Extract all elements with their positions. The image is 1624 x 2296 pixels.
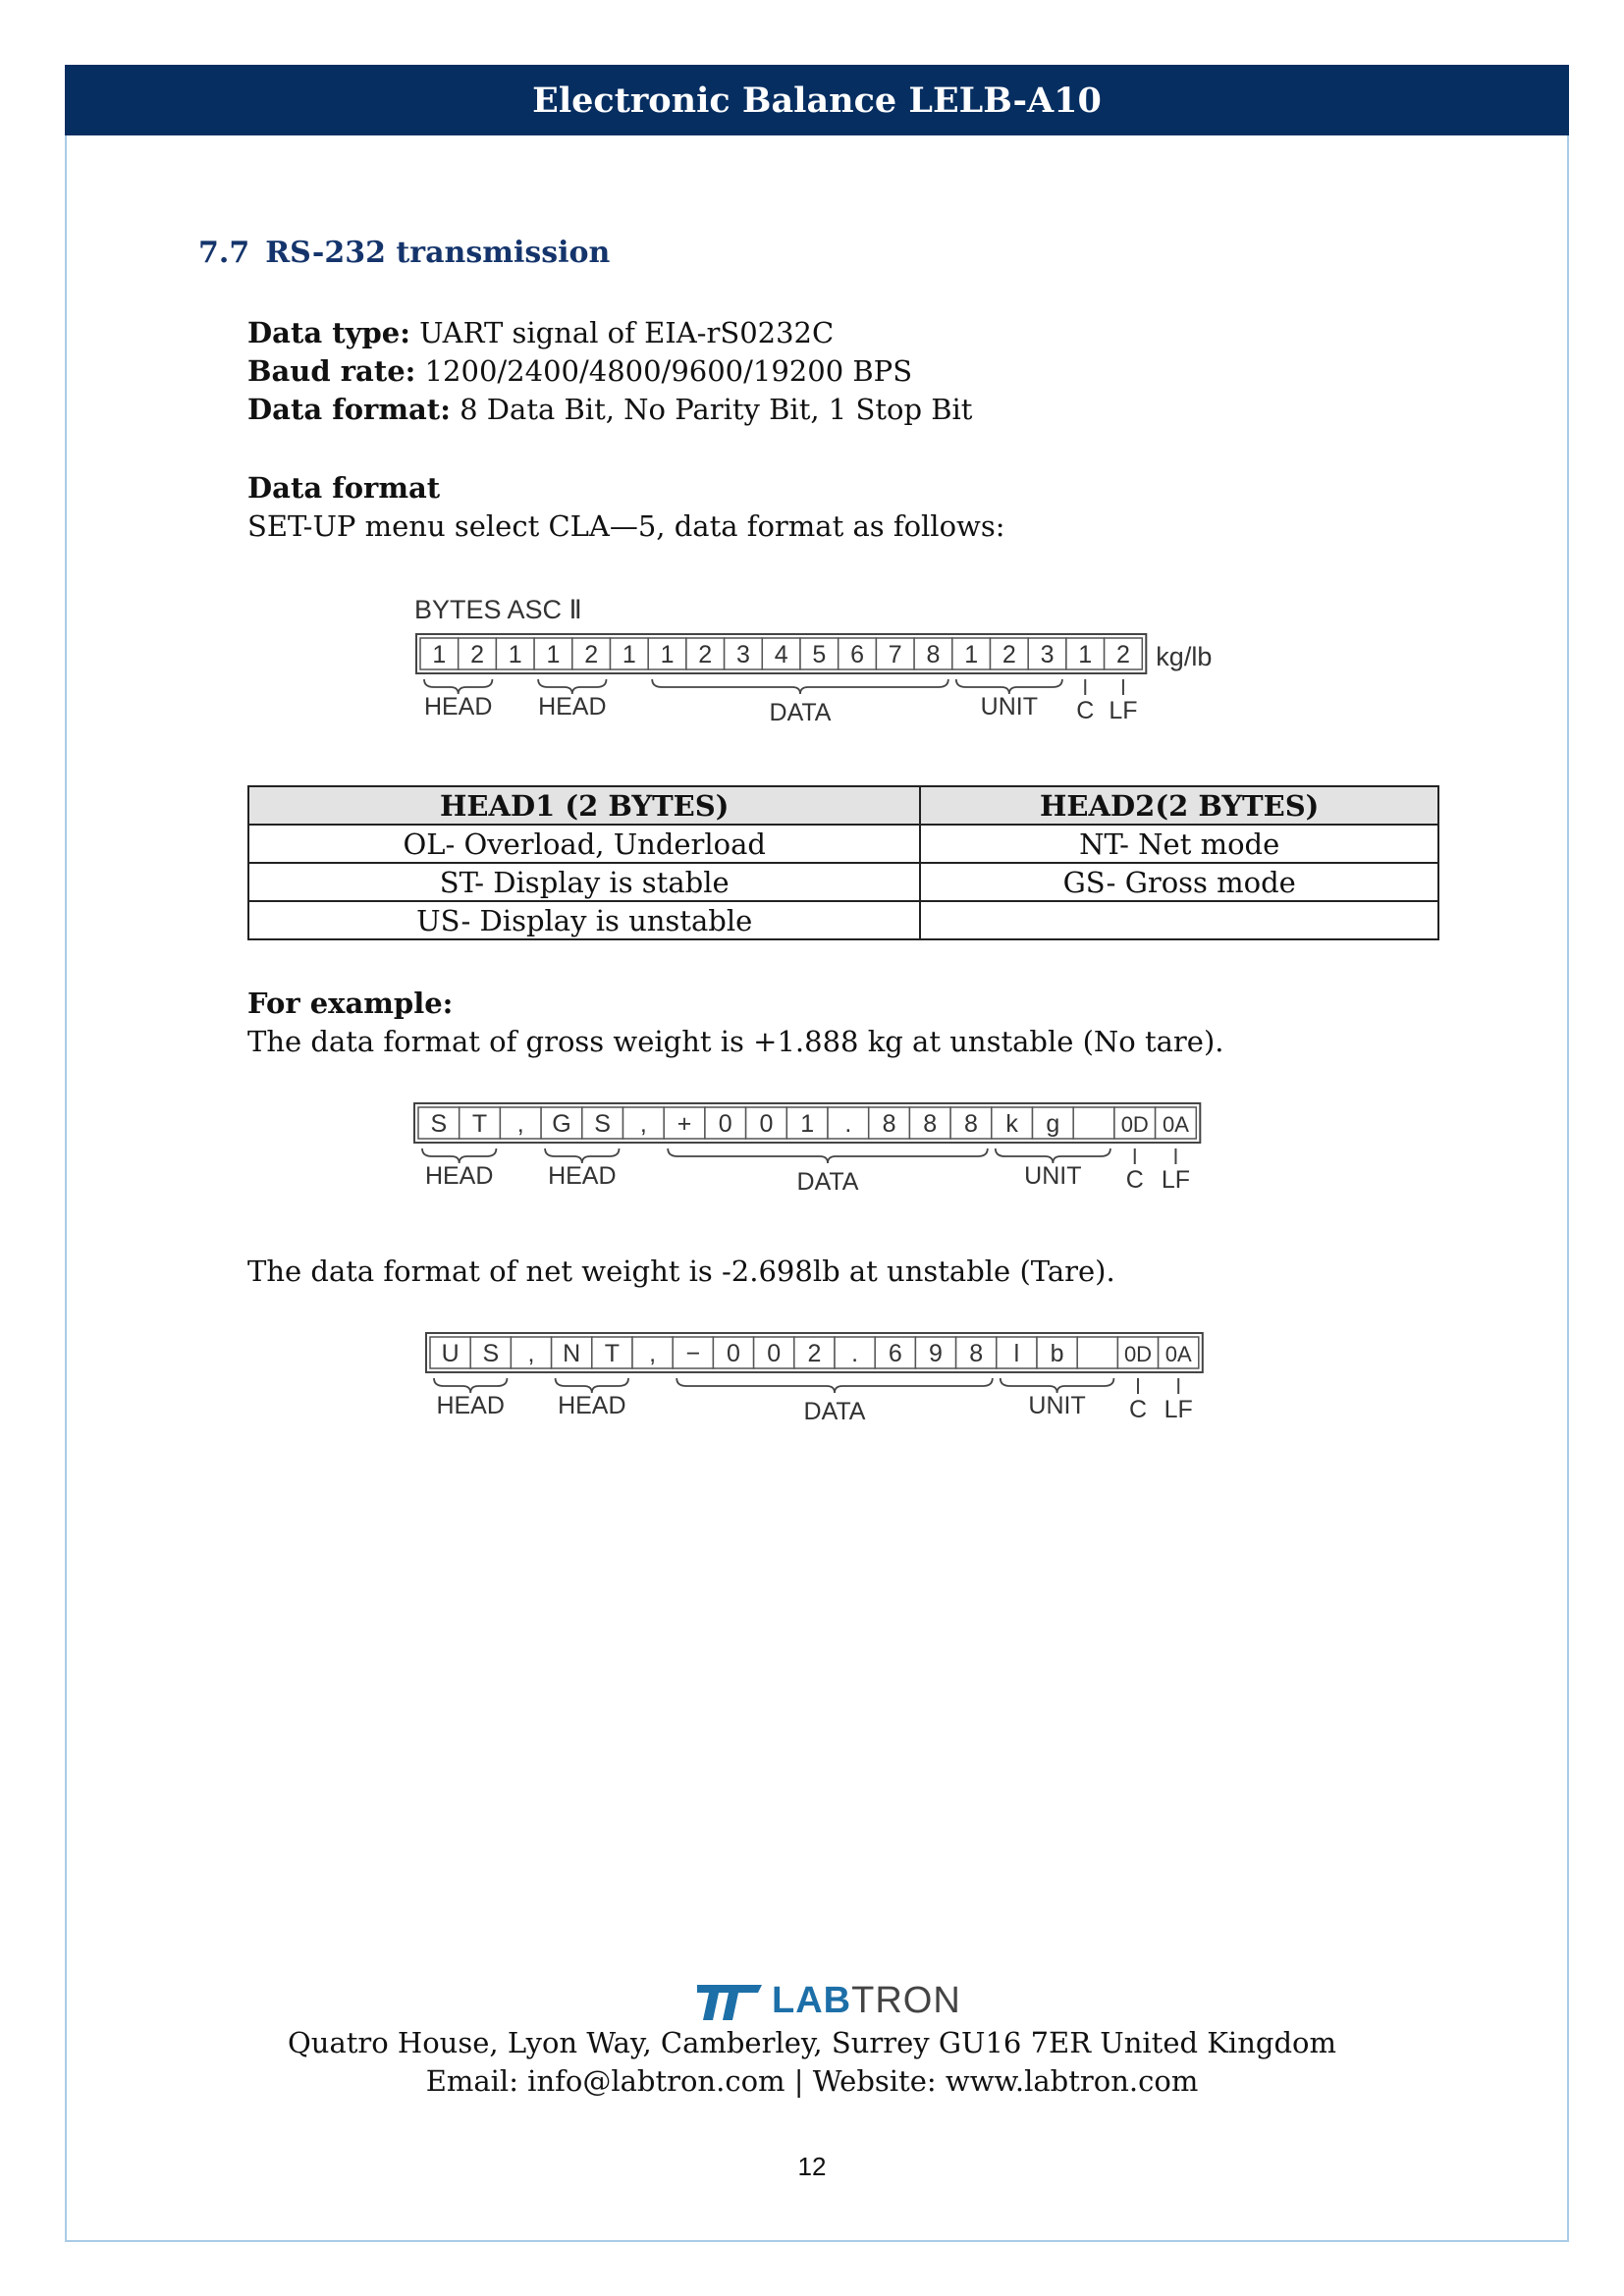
labtron-wordmark: LABTRON [772,1979,961,2021]
spec-value: 1200/2400/4800/9600/19200 BPS [415,354,913,388]
byte-cell-value: 6 [888,1340,902,1367]
byte-cell-value: k [1005,1110,1018,1138]
byte-cell-value: , [516,1110,524,1138]
table-row [248,825,1438,863]
byte-row [416,634,1146,673]
section-number: 7.7 [198,236,250,270]
data-label: DATA [796,1168,859,1196]
byte-cell-value: 1 [964,641,979,668]
spec-data-type [247,316,834,349]
page-header-banner [65,65,1569,135]
byte-cell-value: 7 [888,641,902,668]
spec-label: Baud rate: [247,354,416,388]
c-label: C [1076,697,1095,724]
net-example-svg [424,1329,1210,1437]
head2-label-brace [556,1378,628,1393]
table-row [248,901,1438,939]
byte-cell-value: 2 [584,641,599,668]
table-cell: OL- Overload, Underload [248,825,920,863]
spec-label: Data format: [247,393,451,426]
byte-cell-value: 0 [759,1110,774,1138]
gross-example-svg [412,1099,1237,1207]
data-label-brace [668,1148,988,1163]
byte-cell-value: 8 [882,1110,896,1138]
byte-cell-value: T [471,1110,488,1138]
table-cell: US- Display is unstable [248,901,920,939]
unit-label-brace [996,1148,1110,1163]
byte-cell-value: 1 [622,641,636,668]
byte-cell-value: 1 [660,641,675,668]
c-label: C [1125,1166,1144,1194]
byte-cell-value: b [1050,1340,1064,1367]
byte-layout-svg [412,587,1237,734]
table-header-row [248,786,1438,825]
byte-cell-value: 6 [850,641,865,668]
byte-row [414,1103,1200,1143]
byte-cell-value: 4 [774,641,788,668]
byte-cell-value: 2 [698,641,713,668]
byte-cell-value: 8 [923,1110,938,1138]
table-cell [920,901,1438,939]
byte-cell-value: U [441,1340,460,1367]
lf-label: LF [1161,1166,1191,1194]
table-row [248,863,1438,901]
data-label: DATA [769,699,832,726]
byte-cell-value: 1 [1078,641,1093,668]
labtron-logo [695,1979,961,2022]
spec-data-format [247,393,972,426]
section-title: RS-232 transmission [265,236,611,270]
example-net-text: The data format of net weight is -2.698lb at unstable (Tare). [247,1255,1115,1288]
spec-label: Data type: [247,316,410,349]
lf-label: LF [1109,697,1138,724]
byte-cell-value: , [649,1340,657,1367]
lf-label: LF [1164,1396,1193,1423]
byte-cell-value: S [430,1110,448,1138]
byte-cell-value: 0 [718,1110,732,1138]
table-cell: GS- Gross mode [920,863,1438,901]
unit-label: UNIT [1024,1162,1082,1190]
byte-cell-value: 1 [508,641,522,668]
section-heading [198,236,610,270]
table-cell: NT- Net mode [920,825,1438,863]
labtron-logo-icon [695,1979,764,2022]
byte-layout-diagram [412,587,1237,738]
byte-cell-value: T [604,1340,621,1367]
head2-label-brace [538,679,606,694]
byte-cell-value: l [1013,1340,1020,1367]
head2-label: HEAD [538,693,607,721]
data-label-brace [677,1378,993,1393]
byte-cell-value: , [527,1340,535,1367]
example-heading: For example: [247,987,454,1020]
page-number: 12 [797,2152,827,2181]
byte-cell-value: 1 [800,1110,815,1138]
byte-cell-value: S [594,1110,611,1138]
table-header-cell: HEAD2(2 BYTES) [920,786,1438,825]
head1-label: HEAD [423,693,493,721]
byte-cell [1077,1337,1117,1368]
byte-cell-value: 8 [969,1340,984,1367]
table-header-cell: HEAD1 (2 BYTES) [248,786,920,825]
byte-cell-value: S [482,1340,500,1367]
byte-cell-value: 0A [1164,1342,1192,1366]
header-title: Electronic Balance LELB-A10 [532,80,1102,121]
data-format-heading: Data format [247,471,441,505]
byte-cell [1073,1107,1114,1139]
unit-label-brace [956,679,1062,694]
example-gross-text: The data format of gross weight is +1.888 kg at unstable (No tare). [247,1025,1224,1058]
head1-label-brace [434,1378,507,1393]
spec-value: 8 Data Bit, No Parity Bit, 1 Stop Bit [450,393,973,426]
head1-label-brace [422,1148,496,1163]
unit-suffix: kg/lb [1156,642,1213,671]
byte-cell-value: 1 [546,641,561,668]
byte-cell-value: 0 [727,1340,740,1367]
byte-cell-value: 0 [767,1340,782,1367]
head2-label: HEAD [548,1162,617,1190]
byte-row [426,1333,1203,1372]
byte-cell-value: 8 [963,1110,978,1138]
table-cell: ST- Display is stable [248,863,920,901]
spec-value: UART signal of EIA-rS0232C [409,316,835,349]
data-label-brace [652,679,948,694]
data-label: DATA [803,1398,866,1425]
net-example-diagram [424,1329,1210,1441]
unit-label: UNIT [980,693,1039,721]
head2-label-brace [545,1148,619,1163]
byte-cell-value: 5 [812,641,827,668]
byte-cell-value: 2 [1115,641,1130,668]
head1-label-brace [424,679,492,694]
byte-cell-value: 0D [1123,1342,1153,1366]
byte-cell-value: . [851,1340,859,1367]
unit-label: UNIT [1028,1392,1086,1419]
byte-cell-value: 3 [1040,641,1055,668]
byte-cell-value: 3 [735,641,750,668]
spec-baud-rate [247,354,912,388]
gross-example-diagram [412,1099,1237,1211]
footer-contact: Email: info@labtron.com | Website: www.labtron.com [425,2064,1199,2098]
bytes-asc-caption: BYTES ASC Ⅱ [414,595,582,624]
byte-cell-value: 8 [926,641,941,668]
byte-cell-value: + [677,1110,692,1138]
head1-label: HEAD [424,1162,494,1190]
byte-cell-value: − [685,1340,701,1367]
byte-cell-value: , [639,1110,647,1138]
unit-label-brace [1001,1378,1114,1393]
footer-address: Quatro House, Lyon Way, Camberley, Surrey GU16 7ER United Kingdom [288,2026,1336,2059]
head-codes-table [247,785,1439,940]
byte-cell-value: 2 [1001,641,1016,668]
byte-cell-value: 2 [807,1340,822,1367]
byte-cell-value: 0A [1162,1112,1189,1137]
byte-cell-value: G [552,1110,571,1138]
head1-label: HEAD [436,1392,505,1419]
byte-cell-value: 1 [432,641,447,668]
byte-cell-value: N [563,1340,581,1367]
byte-cell-value: g [1046,1110,1060,1138]
head2-label: HEAD [558,1392,626,1419]
byte-cell-value: 0D [1120,1112,1149,1137]
byte-cell-value: . [844,1110,852,1138]
c-label: C [1128,1396,1148,1423]
byte-cell-value: 9 [929,1340,943,1367]
byte-cell-value: 2 [470,641,485,668]
data-format-text: SET-UP menu select CLA—5, data format as follows: [247,509,1005,543]
